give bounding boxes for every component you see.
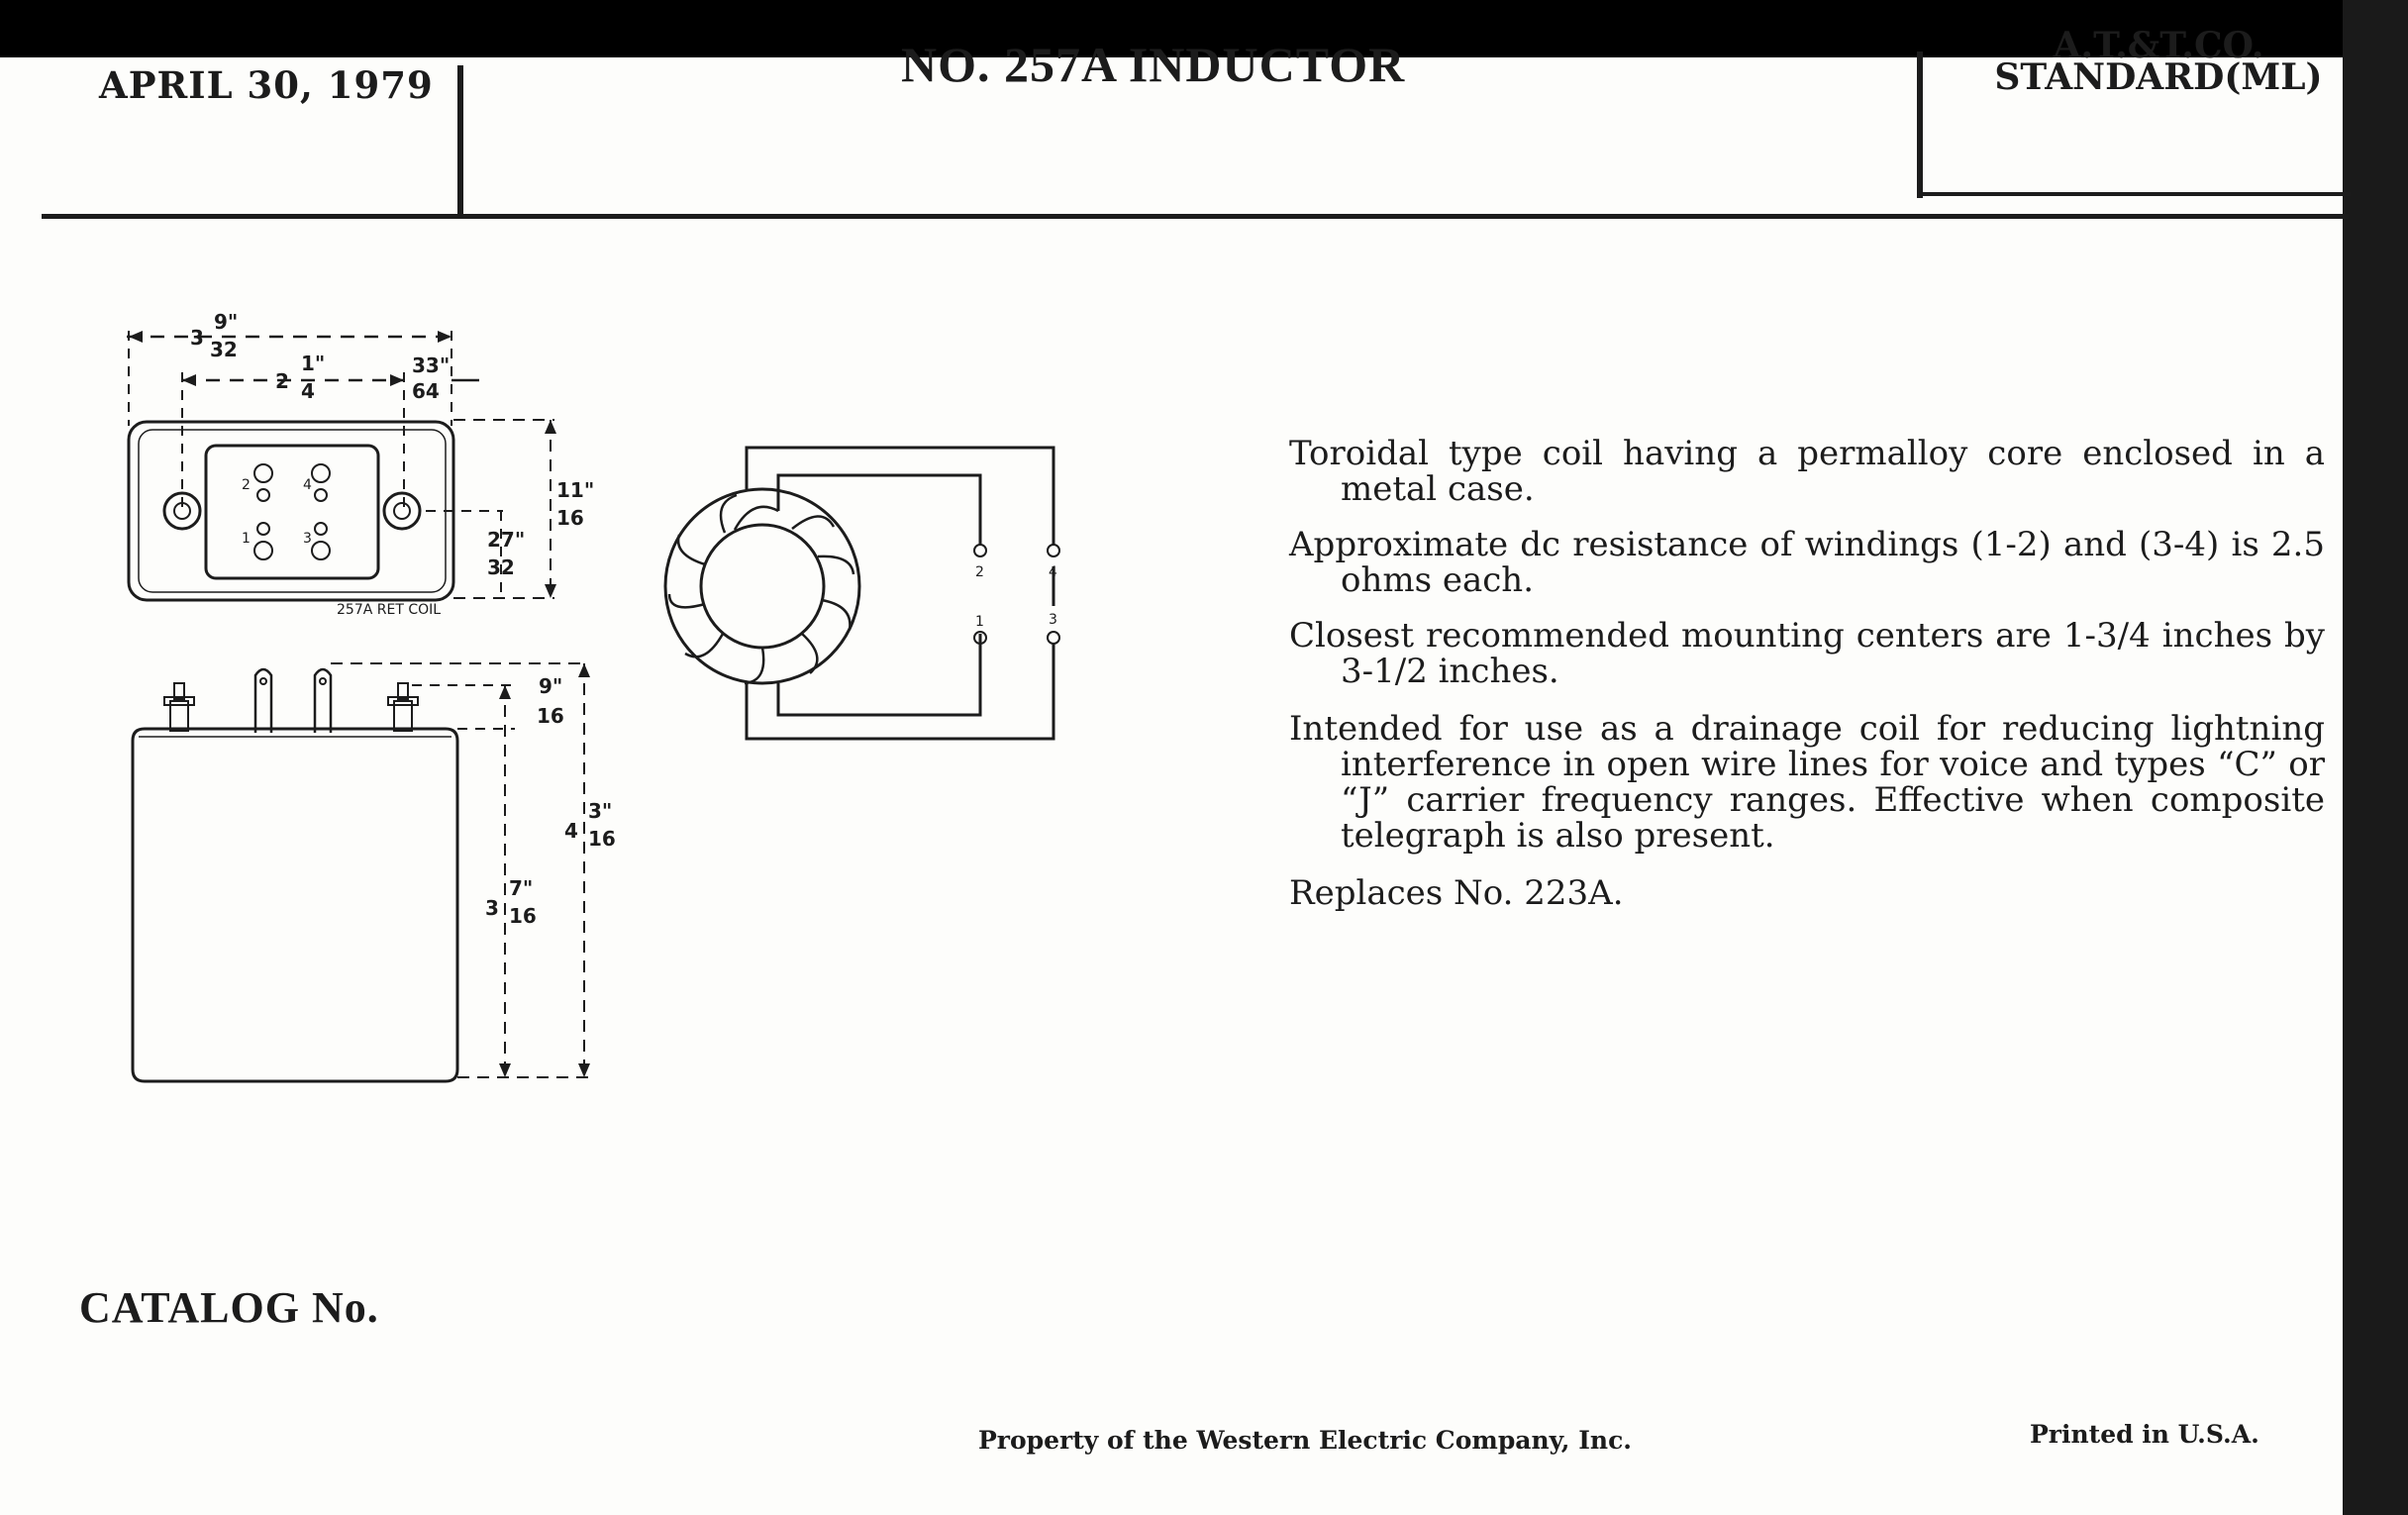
terminal-label-1: 1: [242, 531, 251, 547]
schematic-terminal-2: 2: [975, 564, 984, 580]
header-date: APRIL 30, 1979: [99, 63, 434, 107]
dim-edge-num: 33": [412, 354, 451, 377]
dim-centers-num: 1": [301, 352, 326, 375]
dim-tall-den: 16: [588, 827, 616, 851]
dim-overall-num: 9": [214, 310, 239, 334]
dim-top-den: 16: [537, 704, 564, 728]
schematic-terminal-1: 1: [975, 614, 984, 630]
schematic-terminal-4: 4: [1049, 564, 1057, 580]
terminal-label-2: 2: [242, 477, 251, 493]
dim-height-den: 16: [556, 506, 584, 530]
catalog-number-label: CATALOG No.: [79, 1283, 379, 1332]
standard-line-2: STANDARD(ML): [1994, 56, 2323, 98]
dim-centers-whole: 2: [275, 369, 289, 393]
description-paragraph-5: Replaces No. 223A.: [1289, 873, 1624, 913]
dim-tall-num: 3": [588, 799, 613, 823]
dim-half-num: 27": [487, 528, 526, 552]
page-title: NO. 257A INDUCTOR: [901, 37, 1406, 92]
plate-label: 257A RET COIL: [337, 602, 442, 618]
dim-top-num: 9": [539, 674, 563, 698]
schematic-terminal-3: 3: [1049, 612, 1057, 628]
description-paragraph-3: Closest recommended mounting centers are 1-3/4 inches by 3-1/2 inches.: [1289, 616, 2325, 691]
dim-overall-whole: 3: [190, 326, 204, 350]
dim-body-whole: 3: [485, 896, 499, 920]
terminal-label-4: 4: [303, 477, 312, 493]
description-paragraph-4: Intended for use as a drainage coil for reducing lightning interference in open wire lines for voice and types “C” or “J” carrier frequency ranges. Effective when composite telegraph is also present.: [1289, 709, 2325, 856]
dim-tall-whole: 4: [564, 819, 578, 843]
description-paragraph-2: Approximate dc resistance of windings (1-2) and (3-4) is 2.5 ohms each.: [1289, 525, 2325, 600]
dim-overall-den: 32: [210, 338, 238, 361]
terminal-label-3: 3: [303, 531, 312, 547]
printed-notice: Printed in U.S.A.: [2030, 1420, 2259, 1449]
standard-line-1: A.T.&T.CO.: [2053, 25, 2264, 66]
description-paragraph-1: Toroidal type coil having a permalloy core enclosed in a metal case.: [1289, 434, 2325, 509]
dim-edge-den: 64: [412, 379, 440, 403]
property-notice: Property of the Western Electric Company, Inc.: [978, 1426, 1633, 1455]
dim-centers-den: 4: [301, 379, 315, 403]
dim-body-den: 16: [509, 904, 537, 928]
dim-height-num: 11": [556, 478, 595, 502]
dim-body-num: 7": [509, 876, 534, 900]
dim-half-den: 32: [487, 556, 515, 579]
